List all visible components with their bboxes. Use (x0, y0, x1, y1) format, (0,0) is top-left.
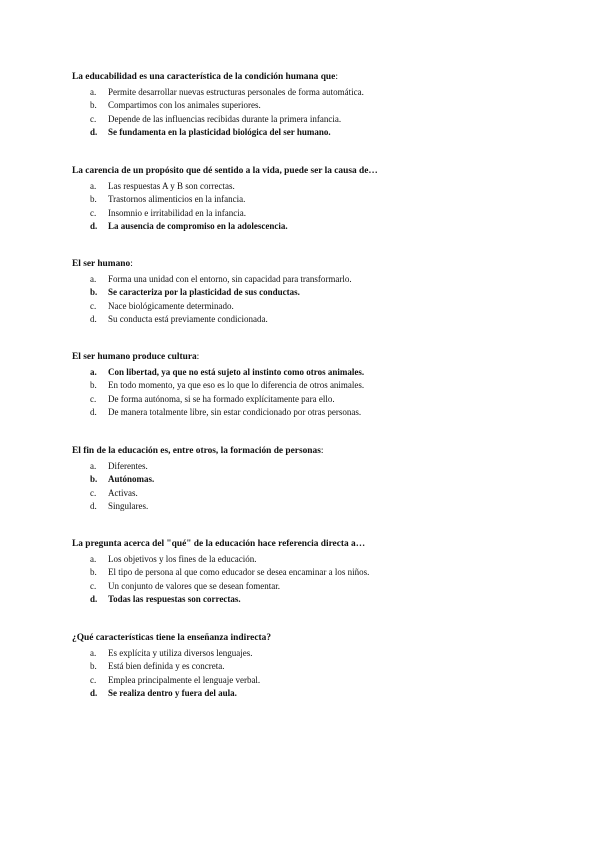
option-letter: c. (90, 300, 97, 311)
option-b (72, 286, 542, 299)
question-4 (72, 351, 542, 420)
question-stem (72, 351, 542, 364)
option-b (72, 379, 542, 392)
option-text: Nace biológicamente determinado. (108, 300, 234, 311)
option-letter: b. (90, 661, 97, 672)
question-5 (72, 445, 542, 514)
option-a (72, 553, 542, 566)
question-stem-text: ¿Qué características tiene la enseñanza indirecta? (72, 633, 272, 643)
option-letter: b. (90, 194, 97, 205)
question-stem-tail: : (335, 72, 338, 82)
question-stem-tail: : (130, 259, 133, 269)
option-d (72, 126, 542, 139)
option-letter: a. (90, 648, 97, 658)
option-text: Activas. (108, 487, 138, 498)
option-c (72, 580, 542, 593)
options-list (72, 366, 542, 420)
option-b (72, 566, 542, 579)
question-6 (72, 538, 542, 607)
option-letter: b. (90, 100, 97, 111)
option-text: Depende de las influencias recibidas durante la primera infancia. (108, 113, 342, 124)
option-c (72, 674, 542, 687)
option-text: Se realiza dentro y fuera del aula. (108, 688, 237, 699)
option-a (72, 180, 542, 193)
option-letter: c. (90, 487, 97, 498)
option-letter: d. (90, 688, 98, 699)
option-text: Con libertad, ya que no está sujeto al instinto como otros animales. (108, 367, 365, 377)
option-letter: c. (90, 674, 97, 685)
option-letter: b. (90, 287, 98, 298)
option-letter: a. (90, 554, 97, 564)
option-text: Su conducta está previamente condicionada. (108, 314, 268, 325)
question-stem-tail: : (320, 446, 324, 456)
option-text: Es explícita y utiliza diversos lenguajes. (108, 648, 253, 658)
option-a (72, 273, 542, 286)
option-c (72, 487, 542, 500)
question-stem-text: El ser humano produce cultura (72, 352, 197, 362)
option-letter: d. (90, 407, 97, 418)
option-letter: c. (90, 393, 97, 404)
option-d (72, 406, 542, 419)
option-letter: d. (90, 221, 98, 232)
option-letter: d. (90, 501, 97, 512)
option-text: Todas las respuestas son correctas. (108, 594, 241, 605)
question-stem-tail: : (196, 352, 200, 362)
question-2 (72, 165, 542, 234)
option-d (72, 687, 542, 700)
question-1 (72, 71, 542, 140)
option-letter: a. (90, 367, 97, 377)
question-stem-text: La pregunta acerca del "qué" de la educación hace referencia directa a… (72, 539, 366, 549)
options-list (72, 460, 542, 514)
question-stem (72, 445, 542, 458)
option-text: Forma una unidad con el entorno, sin capacidad para transformarlo. (108, 274, 352, 284)
option-letter: d. (90, 314, 97, 325)
option-letter: a. (90, 181, 97, 191)
question-stem-text: La educabilidad es una característica de la condición humana que (72, 72, 336, 82)
options-list (72, 273, 542, 327)
option-text: El tipo de persona al que como educador se desea encaminar a los niños. (108, 567, 370, 578)
option-text: Compartimos con los animales superiores. (108, 100, 261, 111)
option-a (72, 366, 542, 379)
option-text: Se fundamenta en la plasticidad biológica del ser humano. (108, 127, 331, 138)
option-text: Diferentes. (108, 461, 148, 471)
question-7 (72, 632, 542, 701)
option-b (72, 193, 542, 206)
question-stem (72, 632, 542, 645)
option-letter: c. (90, 207, 97, 218)
question-stem-text: El ser humano (72, 259, 131, 269)
option-text: Las respuestas A y B son correctas. (108, 181, 235, 191)
option-text: En todo momento, ya que eso es lo que lo diferencia de otros animales. (108, 380, 365, 391)
option-c (72, 207, 542, 220)
question-stem (72, 538, 542, 551)
option-c (72, 300, 542, 313)
option-text: La ausencia de compromiso en la adolescencia. (108, 221, 288, 232)
option-d (72, 220, 542, 233)
options-list (72, 647, 542, 701)
option-c (72, 393, 542, 406)
question-stem (72, 258, 542, 271)
option-text: Emplea principalmente el lenguaje verbal. (108, 674, 261, 685)
option-b (72, 473, 542, 486)
option-letter: a. (90, 87, 97, 97)
option-d (72, 593, 542, 606)
option-a (72, 460, 542, 473)
option-text: De forma autónoma, si se ha formado explícitamente para ello. (108, 393, 335, 404)
option-text: Los objetivos y los fines de la educación. (108, 554, 257, 564)
option-text: Un conjunto de valores que se desean fomentar. (108, 580, 280, 591)
option-text: Autónomas. (108, 474, 155, 485)
options-list (72, 553, 542, 607)
option-text: Trastornos alimenticios en la infancia. (108, 194, 246, 205)
question-stem (72, 71, 542, 84)
option-letter: b. (90, 567, 97, 578)
option-a (72, 86, 542, 99)
option-text: Está bien definida y es concreta. (108, 661, 225, 672)
option-a (72, 647, 542, 660)
question-stem-text: La carencia de un propósito que dé sentido a la vida, puede ser la causa de… (72, 166, 378, 176)
option-text: Singulares. (108, 501, 149, 512)
option-b (72, 660, 542, 673)
question-3 (72, 258, 542, 327)
option-text: Insomnio e irritabilidad en la infancia. (108, 207, 246, 218)
option-letter: b. (90, 380, 97, 391)
option-letter: c. (90, 113, 97, 124)
option-b (72, 99, 542, 112)
option-letter: b. (90, 474, 98, 485)
question-stem-text: El fin de la educación es, entre otros, la formación de personas (72, 446, 321, 456)
option-c (72, 113, 542, 126)
option-letter: a. (90, 274, 97, 284)
option-letter: d. (90, 594, 98, 605)
option-d (72, 313, 542, 326)
option-text: Permite desarrollar nuevas estructuras personales de forma automática. (108, 87, 364, 97)
option-text: De manera totalmente libre, sin estar condicionado por otras personas. (108, 407, 362, 418)
question-stem (72, 165, 542, 178)
option-letter: a. (90, 461, 97, 471)
option-letter: c. (90, 580, 97, 591)
option-letter: d. (90, 127, 98, 138)
options-list (72, 86, 542, 140)
option-d (72, 500, 542, 513)
option-text: Se caracteriza por la plasticidad de sus conductas. (108, 287, 300, 298)
options-list (72, 180, 542, 234)
